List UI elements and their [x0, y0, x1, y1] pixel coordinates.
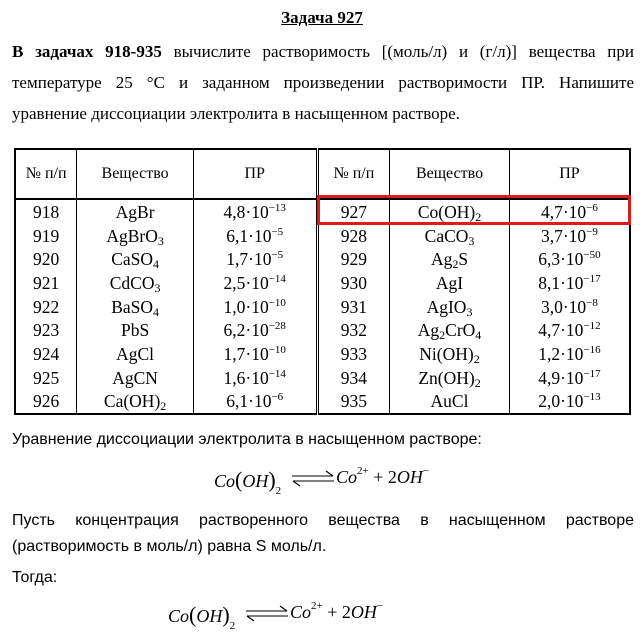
cell-number: 918	[15, 199, 77, 224]
pr-exponent: −14	[268, 367, 286, 380]
pr-exponent: −6	[271, 391, 284, 404]
cell-number: 923	[15, 318, 77, 342]
pr-mantissa: 4,7·10	[538, 320, 584, 341]
cell-substance: CdCO$_3$	[77, 271, 194, 295]
cell-substance: AgIO$_3$	[390, 295, 510, 319]
pr-mantissa: 6,1·10	[226, 391, 272, 412]
header-substance: Вещество	[77, 149, 194, 199]
cell-solubility-product	[193, 199, 317, 224]
intro-line-2: температуре 25 °С и заданном произведении растворимости ПР. Напишите	[12, 73, 634, 92]
equation-lhs: $Co(OH)_2$	[214, 467, 282, 497]
cell-solubility-product	[193, 366, 317, 390]
intro-line-1-rest: вычислите растворимость [(моль/л) и (г/л)] вещества при	[161, 42, 634, 61]
cell-solubility-product	[193, 295, 317, 319]
dissociation-equation-repeat	[168, 602, 428, 632]
cell-number: 926	[15, 390, 77, 415]
pr-exponent: −8	[586, 296, 598, 309]
cell-number: 930	[317, 271, 390, 295]
cell-number: 919	[15, 224, 77, 248]
cell-number: 921	[15, 271, 77, 295]
pr-mantissa: 1,2·10	[538, 343, 584, 364]
cell-substance: $Ni(OH)_2$	[390, 342, 510, 366]
pr-mantissa: 1,7·10	[223, 343, 269, 364]
cell-substance: $Co(OH)_2$	[390, 199, 510, 224]
problem-statement	[12, 36, 634, 129]
pr-exponent: −13	[583, 391, 601, 404]
pr-mantissa: 4,9·10	[538, 367, 584, 388]
cell-substance: $Zn(OH)_2$	[390, 366, 510, 390]
equilibrium-arrow-icon	[244, 604, 290, 624]
pr-exponent: −17	[583, 272, 601, 285]
cell-number: 924	[15, 342, 77, 366]
concentration-line-2: (растворимость в моль/л) равна S моль/л.	[12, 538, 327, 555]
pr-mantissa: 1,7·10	[226, 249, 272, 270]
pr-mantissa: 6,1·10	[226, 225, 272, 246]
pr-exponent: −6	[586, 201, 598, 214]
cell-number: 929	[317, 247, 390, 271]
intro-bold-range: В задачах 918-935	[12, 42, 162, 61]
cell-substance: $Ag_2S$	[390, 247, 510, 271]
cell-substance: $Ca(OH)_2$	[77, 390, 194, 415]
pr-mantissa: 1,6·10	[223, 367, 269, 388]
cell-number: 928	[317, 224, 390, 248]
cell-solubility-product	[509, 199, 630, 224]
pr-exponent: −28	[268, 320, 286, 333]
pr-exponent: −10	[268, 296, 286, 309]
pr-mantissa: 2,5·10	[223, 272, 269, 293]
pr-mantissa: 6,2·10	[223, 320, 269, 341]
cell-solubility-product	[509, 342, 630, 366]
equation-repeat-rhs: $Co^{2+} + 2OH^-$	[290, 600, 384, 622]
cell-substance: AuCl	[390, 390, 510, 415]
cell-substance: AgBr	[77, 199, 194, 224]
cell-number: 927	[317, 199, 390, 224]
equilibrium-arrow-icon	[290, 469, 336, 489]
cell-number: 925	[15, 366, 77, 390]
cell-solubility-product	[193, 318, 317, 342]
pr-exponent: −13	[268, 201, 286, 214]
pr-mantissa: 6,3·10	[538, 249, 584, 270]
header-num-2: № п/п	[317, 149, 390, 199]
cell-solubility-product	[193, 224, 317, 248]
table-row	[15, 390, 630, 415]
pr-exponent: −17	[583, 367, 601, 380]
cell-number: 931	[317, 295, 390, 319]
pr-mantissa: 8,1·10	[538, 272, 584, 293]
header-pr: ПР	[193, 149, 317, 199]
cell-number: 920	[15, 247, 77, 271]
cell-substance: AgCl	[77, 342, 194, 366]
cell-substance: CaCO$_3$	[390, 224, 510, 248]
header-num: № п/п	[15, 149, 77, 199]
pr-exponent: −9	[586, 225, 598, 238]
cell-solubility-product	[509, 224, 630, 248]
pr-mantissa: 2,0·10	[538, 391, 584, 412]
pr-exponent: −12	[583, 320, 601, 333]
pr-mantissa: 3,0·10	[540, 296, 587, 317]
cell-substance: AgBrO$_3$	[77, 224, 194, 248]
cell-substance: CaSO$_4$	[77, 247, 194, 271]
header-substance-2: Вещество	[390, 149, 510, 199]
table-row	[15, 295, 630, 319]
pr-exponent: −10	[268, 343, 286, 356]
dissociation-equation	[214, 467, 474, 497]
cell-solubility-product	[509, 318, 630, 342]
cell-solubility-product	[509, 366, 630, 390]
equation-rhs: $Co^{2+} + 2OH^-$	[336, 465, 430, 487]
dissociation-heading: Уравнение диссоциации электролита в насыщенном растворе:	[12, 431, 482, 448]
cell-substance: AgCN	[77, 366, 194, 390]
table-row	[15, 271, 630, 295]
cell-number: 922	[15, 295, 77, 319]
cell-substance: AgI	[390, 271, 510, 295]
table-row	[15, 247, 630, 271]
cell-substance: BaSO$_4$	[77, 295, 194, 319]
header-pr-2: ПР	[509, 149, 630, 199]
intro-line-3: уравнение диссоциации электролита в насыщенном растворе.	[12, 104, 460, 123]
pr-exponent: −14	[268, 272, 286, 285]
cell-solubility-product	[509, 390, 630, 415]
table-row	[15, 342, 630, 366]
pr-mantissa: 1,0·10	[223, 296, 269, 317]
cell-substance: PbS	[77, 318, 194, 342]
cell-solubility-product	[193, 390, 317, 415]
cell-solubility-product	[509, 295, 630, 319]
equation-repeat-lhs: $Co(OH)_2$	[168, 602, 236, 632]
pr-exponent: −5	[271, 225, 284, 238]
pr-mantissa: 4,7·10	[540, 201, 587, 222]
concentration-line-1: Пусть концентрация растворенного вещества в насыщенном растворе	[12, 512, 634, 529]
pr-mantissa: 4,8·10	[223, 201, 269, 222]
intro-line-1	[12, 36, 634, 67]
cell-solubility-product	[193, 271, 317, 295]
table-body	[15, 199, 630, 414]
pr-exponent: −50	[583, 249, 601, 262]
task-title: Задача 927	[281, 8, 363, 27]
cell-number: 932	[317, 318, 390, 342]
cell-number: 934	[317, 366, 390, 390]
cell-solubility-product	[193, 247, 317, 271]
cell-number: 933	[317, 342, 390, 366]
table-row	[15, 224, 630, 248]
pr-mantissa: 3,7·10	[540, 225, 587, 246]
cell-solubility-product	[509, 247, 630, 271]
table-row	[15, 366, 630, 390]
solubility-product-table	[14, 148, 631, 415]
table-header-row	[15, 149, 630, 199]
pr-exponent: −16	[583, 343, 601, 356]
cell-number: 935	[317, 390, 390, 415]
table-row	[15, 318, 630, 342]
pr-exponent: −5	[271, 249, 284, 262]
table-row	[15, 199, 630, 224]
concentration-paragraph	[12, 508, 634, 560]
then-label: Тогда:	[12, 569, 58, 586]
cell-solubility-product	[193, 342, 317, 366]
cell-solubility-product	[509, 271, 630, 295]
cell-substance: $Ag_2CrO_4$	[390, 318, 510, 342]
